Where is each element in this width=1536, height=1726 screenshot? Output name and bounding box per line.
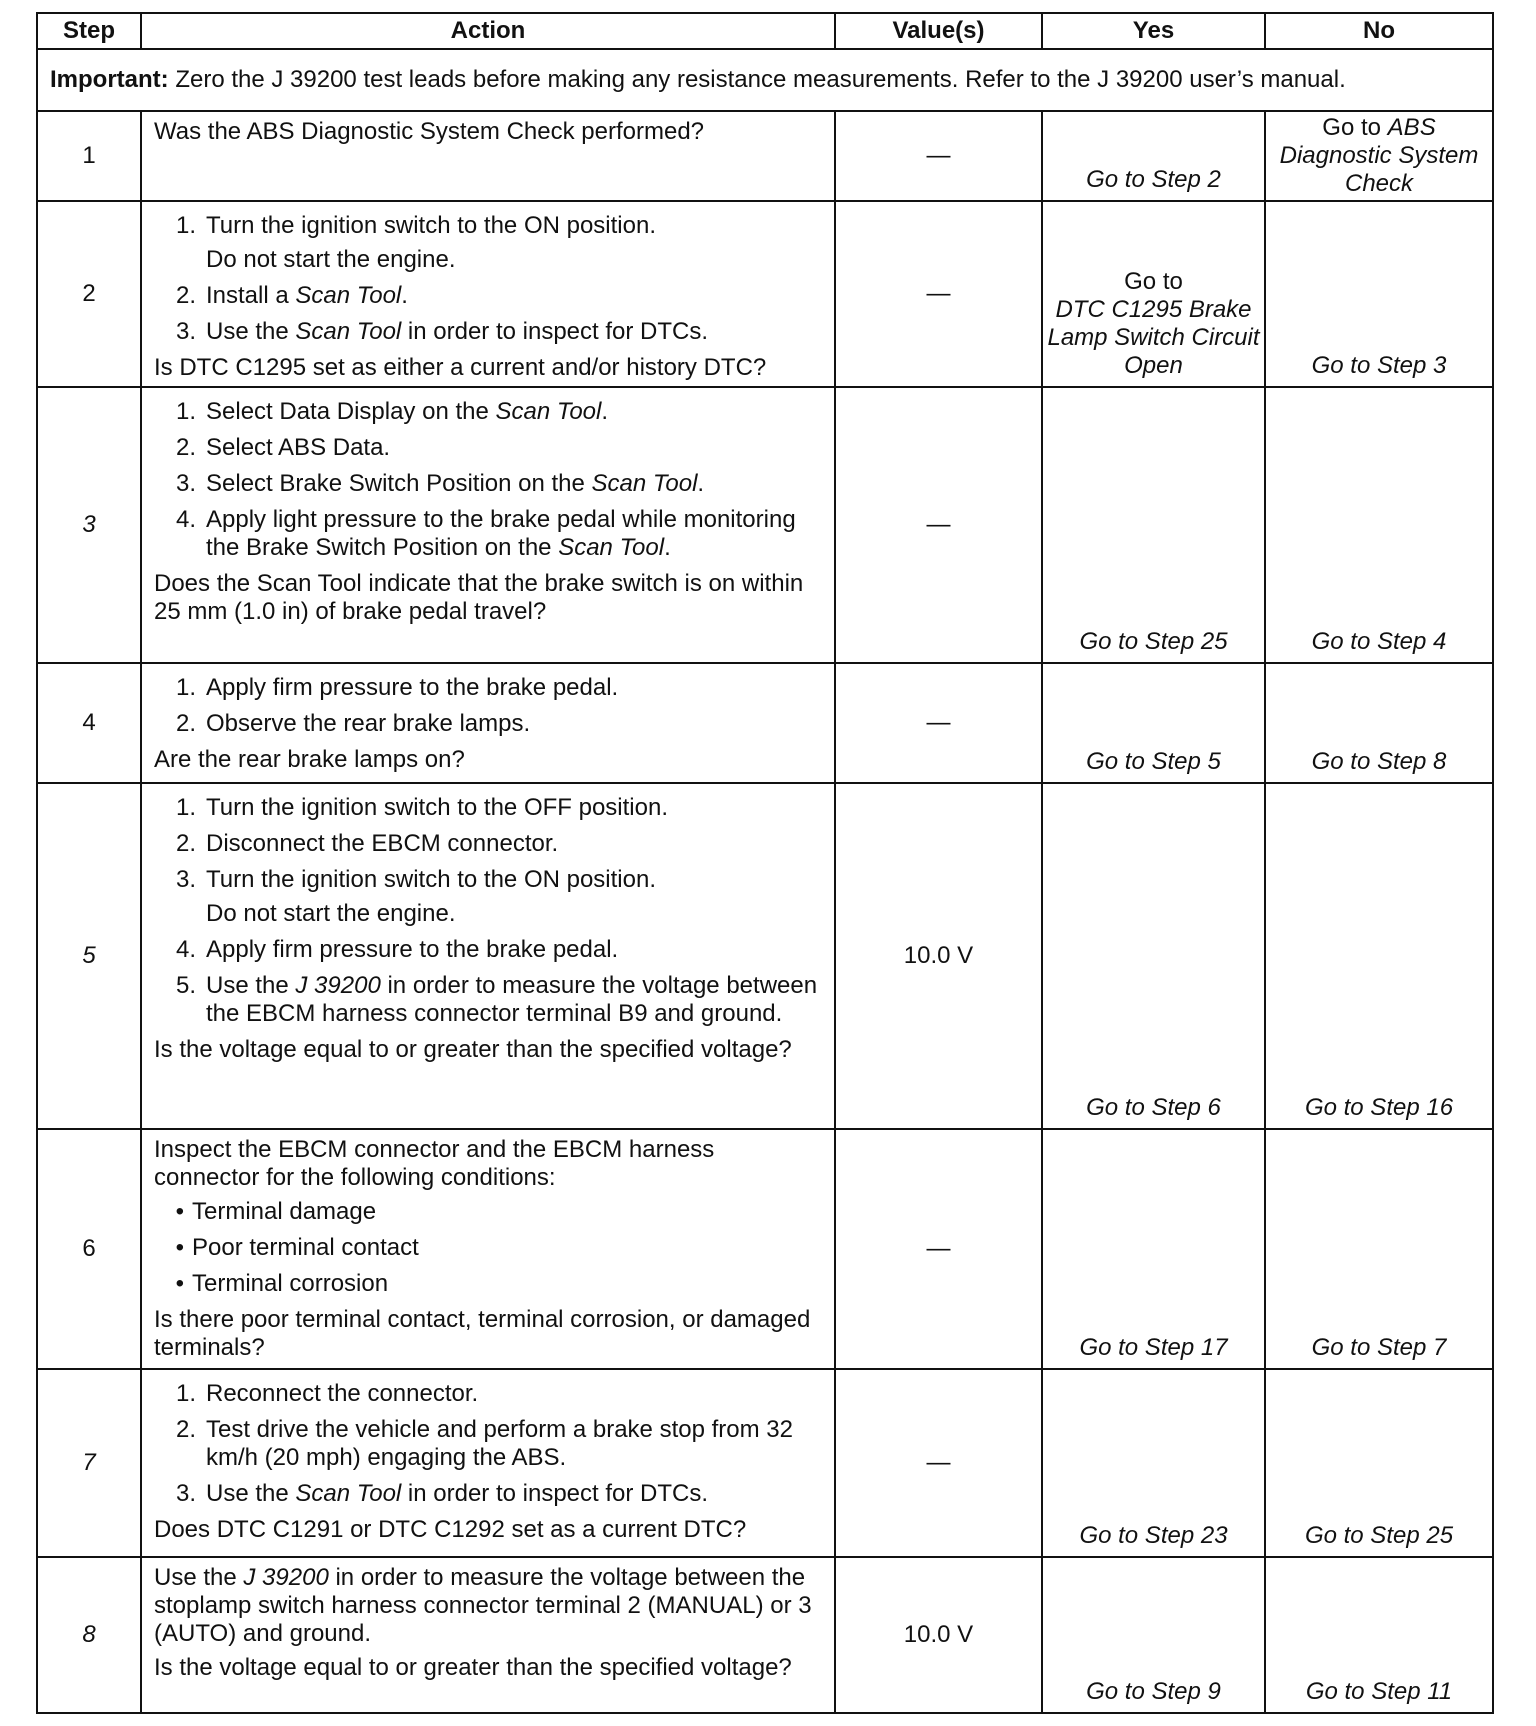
value-cell: 10.0 V <box>835 783 1042 1129</box>
item-number: 3. <box>175 866 196 893</box>
item-text-pre: Install a <box>206 282 296 309</box>
item-number: 2. <box>175 710 196 737</box>
item-text-pre: Select Data Display on the <box>206 398 496 425</box>
item-text: Terminal damage <box>192 1198 377 1225</box>
item-text-em: Scan Tool <box>591 470 698 497</box>
item-text: Poor terminal contact <box>192 1234 419 1261</box>
action-question: Was the ABS Diagnostic System Check performed? <box>154 118 705 145</box>
item-number: 3. <box>175 470 196 497</box>
item-text-em: Scan Tool <box>495 398 602 425</box>
item-number: 3. <box>175 1480 196 1507</box>
item-text: Test drive the vehicle and perform a brake stop from 32 km/h (20 mph) engaging the ABS. <box>206 1416 793 1471</box>
yes-cell: Go to Step 6 <box>1042 783 1265 1129</box>
no-prefix: Go to <box>1322 114 1388 141</box>
item-text-em: Scan Tool <box>295 1480 402 1507</box>
value-cell: — <box>835 111 1042 201</box>
table-row <box>37 663 1493 783</box>
list-item <box>154 1270 826 1298</box>
item-subtext: Do not start the engine. <box>206 246 456 273</box>
step-number: 6 <box>37 1129 141 1369</box>
important-label: Important: <box>50 66 169 93</box>
bullet-icon: • <box>175 1198 184 1225</box>
no-cell: Go to Step 4 <box>1265 387 1493 663</box>
yes-cell: Go to Step 2 <box>1042 111 1265 201</box>
action-question: Is DTC C1295 set as either a current and/or history DTC? <box>154 354 767 381</box>
list-item <box>154 936 826 964</box>
intro-pre: Use the <box>154 1564 244 1591</box>
action-cell <box>141 1557 835 1713</box>
table-row <box>37 111 1493 201</box>
important-note <box>37 49 1493 111</box>
important-row <box>37 49 1493 111</box>
item-text: Apply firm pressure to the brake pedal. <box>206 936 619 963</box>
item-text-post: in order to inspect for DTCs. <box>401 1480 709 1507</box>
no-cell <box>1265 111 1493 201</box>
bullet-icon: • <box>175 1270 184 1297</box>
table-row <box>37 1557 1493 1713</box>
item-subtext: Do not start the engine. <box>206 900 456 927</box>
diagnostic-table <box>36 12 1494 1714</box>
item-text-pre: Use the <box>206 972 296 999</box>
action-cell <box>141 783 835 1129</box>
item-number: 1. <box>175 674 196 701</box>
action-cell <box>141 387 835 663</box>
list-item <box>154 866 826 894</box>
header-step: Step <box>37 13 141 49</box>
step-number: 1 <box>37 111 141 201</box>
yes-cell: Go to Step 5 <box>1042 663 1265 783</box>
step-number: 5 <box>37 783 141 1129</box>
item-text <box>206 1480 826 1508</box>
no-cell: Go to Step 3 <box>1265 201 1493 387</box>
no-cell: Go to Step 8 <box>1265 663 1493 783</box>
item-number: 5. <box>175 972 196 999</box>
header-yes: Yes <box>1042 13 1265 49</box>
item-text <box>206 972 826 1028</box>
header-row <box>37 13 1493 49</box>
action-cell <box>141 201 835 387</box>
item-text: Turn the ignition switch to the OFF position. <box>206 794 668 821</box>
action-cell <box>141 1369 835 1557</box>
item-number: 4. <box>175 936 196 963</box>
yes-cell: Go to Step 25 <box>1042 387 1265 663</box>
list-item <box>154 710 826 738</box>
item-text-pre: Select Brake Switch Position on the <box>206 470 592 497</box>
item-text-post: . <box>401 282 408 309</box>
item-text: Observe the rear brake lamps. <box>206 710 531 737</box>
action-question: Are the rear brake lamps on? <box>154 746 465 773</box>
item-text-post: in order to inspect for DTCs. <box>401 318 709 345</box>
yes-cell: Go to Step 17 <box>1042 1129 1265 1369</box>
header-no: No <box>1265 13 1493 49</box>
item-text <box>206 282 826 310</box>
table-row <box>37 201 1493 387</box>
no-cell: Go to Step 25 <box>1265 1369 1493 1557</box>
item-text: Reconnect the connector. <box>206 1380 479 1407</box>
header-action: Action <box>141 13 835 49</box>
item-text <box>206 398 826 426</box>
action-question: Is the voltage equal to or greater than the specified voltage? <box>154 1654 792 1681</box>
value-cell: — <box>835 1369 1042 1557</box>
item-text <box>206 318 826 346</box>
item-text-pre: Apply light pressure to the brake pedal while monitoring the Brake Switch Position on the <box>206 506 796 561</box>
step-number: 8 <box>37 1557 141 1713</box>
item-text: Turn the ignition switch to the ON position. <box>206 866 656 893</box>
list-item <box>154 1480 826 1508</box>
important-text: Zero the J 39200 test leads before making any resistance measurements. Refer to the J 39200 user’s manual. <box>168 66 1346 93</box>
yes-target: DTC C1295 Brake Lamp Switch Circuit Open <box>1047 296 1260 379</box>
item-text: Disconnect the EBCM connector. <box>206 830 559 857</box>
list-item <box>154 794 826 822</box>
value-cell: — <box>835 1129 1042 1369</box>
item-number: 2. <box>175 830 196 857</box>
yes-cell: Go to Step 23 <box>1042 1369 1265 1557</box>
item-number: 1. <box>175 398 196 425</box>
table-row <box>37 387 1493 663</box>
yes-cell <box>1042 201 1265 387</box>
bullet-icon: • <box>175 1234 184 1261</box>
action-question: Is there poor terminal contact, terminal corrosion, or damaged terminals? <box>154 1306 811 1361</box>
item-text-pre: Use the <box>206 1480 296 1507</box>
item-text <box>206 506 826 562</box>
item-text-em: Scan Tool <box>558 534 665 561</box>
item-text-em: Scan Tool <box>295 318 402 345</box>
value-cell: — <box>835 387 1042 663</box>
step-number: 7 <box>37 1369 141 1557</box>
item-text-post: in order to measure the voltage between the EBCM harness connector terminal B9 and ground. <box>206 972 818 1027</box>
item-text: Select ABS Data. <box>206 434 391 461</box>
action-intro: Inspect the EBCM connector and the EBCM harness connector for the following conditions: <box>154 1136 715 1191</box>
item-text: Turn the ignition switch to the ON position. <box>206 212 656 239</box>
list-item <box>154 506 826 562</box>
yes-prefix: Go to <box>1124 268 1183 295</box>
item-text: Terminal corrosion <box>192 1270 389 1297</box>
step-number: 3 <box>37 387 141 663</box>
action-intro <box>154 1564 826 1648</box>
list-item <box>154 972 826 1028</box>
intro-em: J 39200 <box>243 1564 329 1591</box>
item-number: 1. <box>175 1380 196 1407</box>
no-cell: Go to Step 11 <box>1265 1557 1493 1713</box>
item-number: 3. <box>175 318 196 345</box>
header-values: Value(s) <box>835 13 1042 49</box>
diagnostic-table-page <box>36 12 1492 1712</box>
list-item <box>154 830 826 858</box>
item-text-pre: Use the <box>206 318 296 345</box>
action-question: Does the Scan Tool indicate that the brake switch is on within 25 mm (1.0 in) of brake pedal travel? <box>154 570 804 625</box>
action-question: Is the voltage equal to or greater than the specified voltage? <box>154 1036 792 1063</box>
item-text-em: J 39200 <box>295 972 381 999</box>
step-number: 2 <box>37 201 141 387</box>
item-number: 2. <box>175 282 196 309</box>
item-number: 1. <box>175 794 196 821</box>
list-item <box>154 1380 826 1408</box>
item-number: 2. <box>175 434 196 461</box>
list-item <box>154 470 826 498</box>
item-text-post: . <box>697 470 705 497</box>
yes-cell: Go to Step 9 <box>1042 1557 1265 1713</box>
list-item <box>154 434 826 462</box>
action-question: Does DTC C1291 or DTC C1292 set as a current DTC? <box>154 1516 747 1543</box>
item-text: Apply firm pressure to the brake pedal. <box>206 674 619 701</box>
step-number: 4 <box>37 663 141 783</box>
value-cell: — <box>835 663 1042 783</box>
list-item <box>154 318 826 346</box>
item-text-post: . <box>664 534 671 561</box>
item-number: 4. <box>175 506 196 533</box>
table-row <box>37 1369 1493 1557</box>
action-cell <box>141 1129 835 1369</box>
no-cell: Go to Step 7 <box>1265 1129 1493 1369</box>
item-number: 1. <box>175 212 196 239</box>
action-cell <box>141 111 835 201</box>
list-item <box>154 212 826 240</box>
table-row <box>37 783 1493 1129</box>
table-row <box>37 1129 1493 1369</box>
list-item <box>154 1198 826 1226</box>
list-item <box>154 282 826 310</box>
item-text-em: Scan Tool <box>295 282 402 309</box>
intro-post: in order to measure the voltage between the stoplamp switch harness connector terminal 2 (MANUAL) or 3 (AUTO) and ground. <box>154 1564 812 1647</box>
list-item <box>154 674 826 702</box>
value-cell: 10.0 V <box>835 1557 1042 1713</box>
list-item <box>154 1234 826 1262</box>
no-target: ABS Diagnostic System Check <box>1279 114 1479 197</box>
value-cell: — <box>835 201 1042 387</box>
item-text <box>206 470 826 498</box>
list-item <box>154 1416 826 1472</box>
item-number: 2. <box>175 1416 196 1443</box>
item-text-post: . <box>601 398 609 425</box>
list-item <box>154 398 826 426</box>
action-cell <box>141 663 835 783</box>
no-cell: Go to Step 16 <box>1265 783 1493 1129</box>
